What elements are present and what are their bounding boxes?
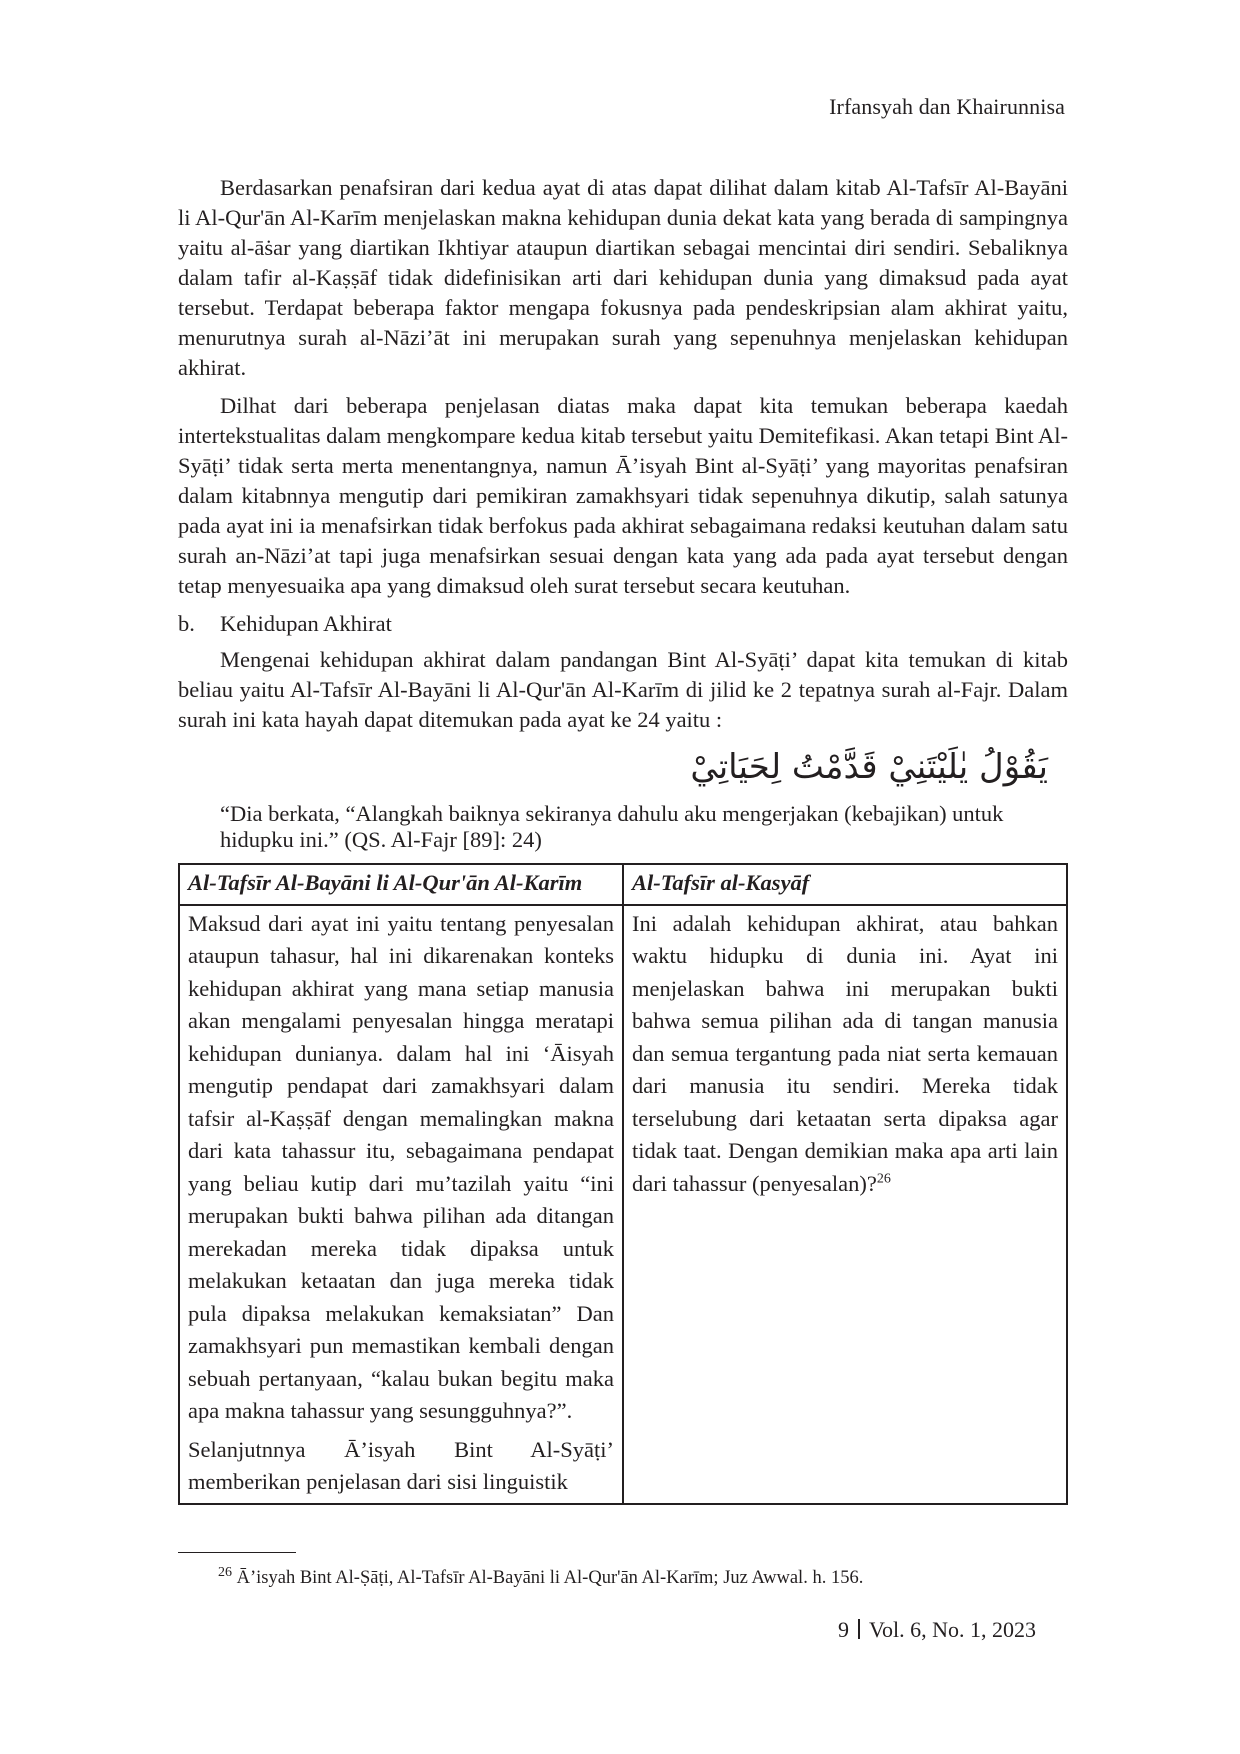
footnote-text: Ā’isyah Bint Al-Ṣāṭi, Al-Tafsīr Al-Bayāni li Al-Qur'ān Al-Karīm; Juz Awwal. h. 156. [236, 1568, 864, 1588]
page-number: 9 [837, 1617, 849, 1642]
page-footer [838, 1617, 1036, 1643]
table-cell-bayani [179, 905, 623, 1504]
paragraph-3: Mengenai kehidupan akhirat dalam pandangan Bint Al-Syāṭi’ dapat kita temukan di kitab beliau yaitu Al-Tafsīr Al-Bayāni li Al-Qur'ān Al-Karīm di jilid ke 2 tepatnya surah al-Fajr. Dalam surah ini kata hayah dapat ditemukan pada ayat ke 24 yaitu : [178, 647, 1068, 732]
arabic-verse: يَقُوْلُ يٰلَيْتَنِيْ قَدَّمْتُ لِحَيَاتِيْ [690, 747, 1048, 787]
table-row [179, 905, 1067, 1504]
footnote [218, 1564, 864, 1589]
footnote-divider [178, 1552, 296, 1553]
subheading-text: Kehidupan Akhirat [220, 611, 392, 636]
paragraph-1: Berdasarkan penafsiran dari kedua ayat di atas dapat dilihat dalam kitab Al-Tafsīr Al-Bayāni li Al-Qur'ān Al-Karīm menjelaskan makna kehidupan dunia dekat kata yang berada di sampingnya yaitu al-āṡar yang diartikan Ikhtiyar ataupun diartikan sebagai mencintai diri sendiri. Sebaliknya dalam tafir al-Kaṣṣāf tidak didefinisikan arti dari kehidupan dunia yang dimaksud pada ayat tersebut. Terdapat beberapa faktor mengapa fokusnya pada pendeskripsian alam akhirat yaitu, menurutnya surah al-Nāzi’āt ini merupakan surah yang sepenuhnya menjelaskan kehidupan akhirat. [178, 175, 1068, 380]
subheading [178, 609, 1068, 639]
cell-paragraph: Maksud dari ayat ini yaitu tentang penyesalan ataupun tahasur, hal ini dikarenakan konteks kehidupan akhirat yang mana setiap manusia akan mengalami penyesalan hingga meratapi kehidupan dunianya. dalam hal ini ‘Āisyah mengutip pendapat dari zamakhsyari dalam tafsir al-Kaṣṣāf dengan memalingkan makna dari kata tahassur itu, sebagaimana pendapat yang beliau kutip dari mu’tazilah yaitu “ini merupakan bukti bahwa pilihan ada ditangan merekadan mereka tidak dipaksa untuk melakukan ketaatan dan juga mereka tidak pula dipaksa melakukan kemaksiatan” Dan zamakhsyari pun memastikan kembali dengan sebuah pertanyaan, “kalau bukan begitu maka apa makna tahassur yang sesungguhnya?”. [188, 910, 614, 1423]
paragraph-2: Dilhat dari beberapa penjelasan diatas maka dapat kita temukan beberapa kaedah intertekstualitas dalam mengkompare kedua kitab tersebut yaitu Demitefikasi. Akan tetapi Bint Al-Syāṭi’ tidak serta merta menentangnya, namun Ā’isyah Bint al-Syāṭi’ yang mayoritas penafsiran dalam kitabnnya mengutip dari pemikiran zamakhsyari tidak sepenuhnya dikutip, salah satunya pada ayat ini ia menafsirkan tidak berfokus pada akhirat sebagaimana redaksi keutuhan dalam satu surah an-Nāzi’at tapi juga menafsirkan sesuai dengan kata yang ada pada ayat tersebut dengan tetap menyesuaika apa yang dimaksud oleh surat tersebut secara keutuhan. [178, 393, 1068, 598]
table-header-kasyaf: Al-Tafsīr al-Kasyāf [623, 864, 1067, 905]
body-text [178, 173, 1068, 1505]
cell-paragraph: Ini adalah kehidupan akhirat, atau bahkan waktu hidupku di dunia ini. Ayat ini menjelaskan bahwa ini merupakan bukti bahwa semua pilihan ada di tangan manusia dan semua tergantung pada niat serta kemauan dari manusia itu sendiri. Mereka tidak terselubung dari ketaatan serta dipaksa agar tidak taat. Dengan demikian maka apa arti lain dari tahassur (penyesalan)? [632, 910, 1058, 1196]
cell-paragraph: Selanjutnnya Ā’isyah Bint Al-Syāṭi’ memberikan penjelasan dari sisi linguistik [188, 1436, 614, 1494]
verse-translation: “Dia berkata, “Alangkah baiknya sekiranya dahulu aku mengerjakan (kebajikan) untuk hidupku ini.” (QS. Al-Fajr [89]: 24) [220, 801, 1004, 852]
table-header-bayani: Al-Tafsīr Al-Bayāni li Al-Qur'ān Al-Karīm [179, 864, 623, 905]
footnote-ref[interactable]: 26 [876, 1171, 891, 1186]
comparison-table [178, 863, 1068, 1505]
footnote-mark: 26 [218, 1564, 232, 1580]
subheading-label: b. [178, 611, 195, 636]
table-header-row [179, 864, 1067, 905]
running-head: Irfansyah dan Khairunnisa [829, 94, 1065, 119]
table-cell-kasyaf [623, 905, 1067, 1504]
volume-info: Vol. 6, No. 1, 2023 [868, 1617, 1036, 1642]
footer-separator [858, 1619, 860, 1639]
